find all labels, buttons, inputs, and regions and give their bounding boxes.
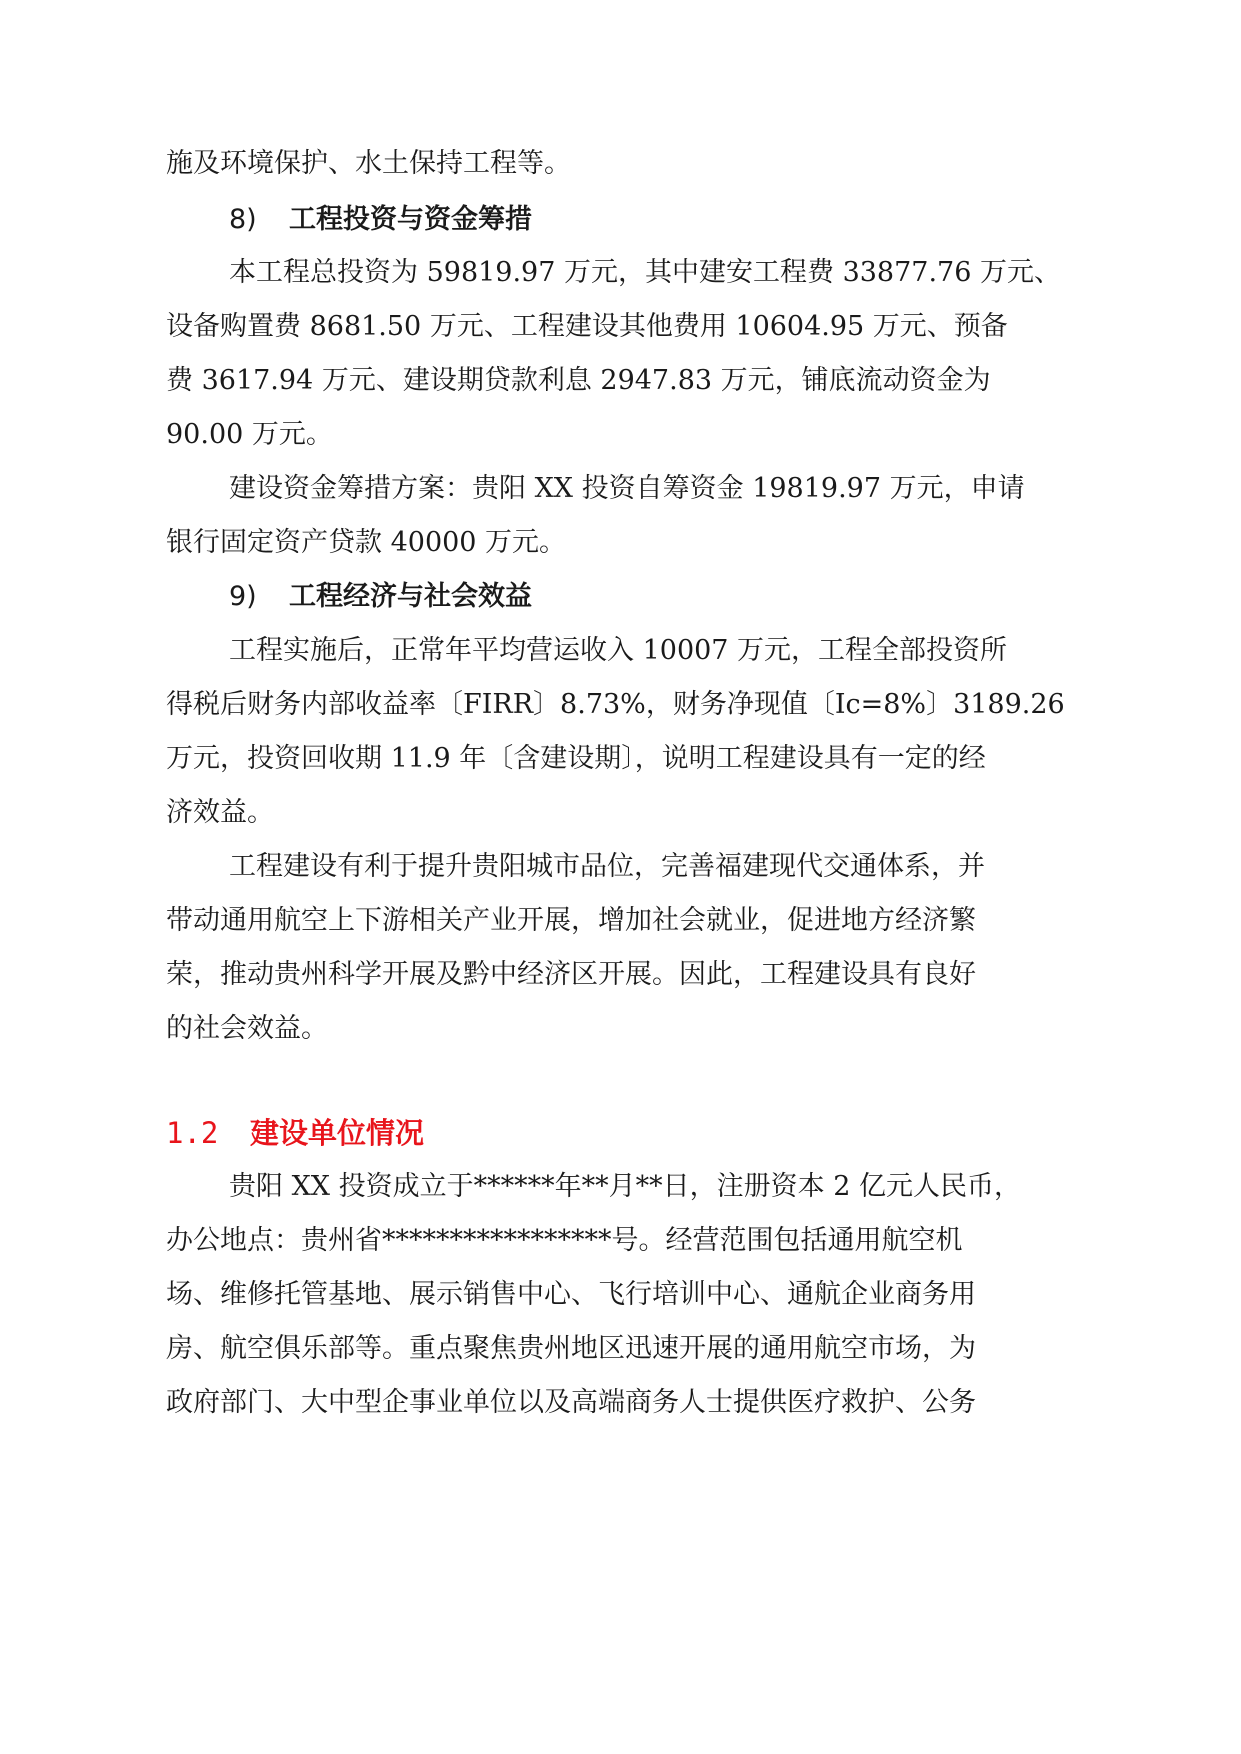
paragraph-line: 的社会效益。: [166, 1013, 328, 1044]
paragraph-line: 建设资金筹措方案：贵阳 XX 投资自筹资金 19819.97 万元，申请: [229, 473, 1025, 504]
paragraph-line: 政府部门、大中型企事业单位以及高端商务人士提供医疗救护、公务: [166, 1387, 976, 1418]
subheading-number: 9): [229, 581, 257, 612]
section-number: 1.2: [166, 1116, 219, 1150]
subheading-investment-financing: [229, 200, 532, 240]
section-heading-1-2: [166, 1111, 424, 1155]
paragraph-line: 施及环境保护、水土保持工程等。: [166, 148, 571, 179]
paragraph-line: 90.00 万元。: [166, 419, 333, 450]
paragraph-line: 设备购置费 8681.50 万元、工程建设其他费用 10604.95 万元、预备: [166, 311, 1008, 342]
paragraph-line: 办公地点：贵州省*****************号。经营范围包括通用航空机: [166, 1225, 963, 1256]
subheading-title: 工程经济与社会效益: [289, 581, 532, 612]
subheading-number: 8): [229, 204, 257, 235]
paragraph-line: 贵阳 XX 投资成立于******年**月**日，注册资本 2 亿元人民币，: [229, 1171, 1021, 1202]
subheading-economic-social-benefits: [229, 577, 532, 617]
paragraph-line: 工程建设有利于提升贵阳城市品位，完善福建现代交通体系，并: [229, 851, 985, 882]
subheading-title: 工程投资与资金筹措: [289, 204, 532, 235]
paragraph-line: 万元，投资回收期 11.9 年〔含建设期〕，说明工程建设具有一定的经: [166, 743, 986, 774]
paragraph-line: 带动通用航空上下游相关产业开展，增加社会就业，促进地方经济繁: [166, 905, 976, 936]
paragraph-line: 场、维修托管基地、展示销售中心、飞行培训中心、通航企业商务用: [166, 1279, 976, 1310]
section-title: 建设单位情况: [250, 1116, 425, 1150]
paragraph-line: 费 3617.94 万元、建设期贷款利息 2947.83 万元，铺底流动资金为: [166, 365, 991, 396]
paragraph-line: 得税后财务内部收益率〔FIRR〕8.73%，财务净现值〔Ic=8%〕3189.26: [166, 689, 1065, 720]
paragraph-line: 荣，推动贵州科学开展及黔中经济区开展。因此，工程建设具有良好: [166, 959, 976, 990]
paragraph-line: 济效益。: [166, 797, 274, 828]
paragraph-line: 本工程总投资为 59819.97 万元，其中建安工程费 33877.76 万元、: [229, 257, 1061, 288]
paragraph-line: 工程实施后，正常年平均营运收入 10007 万元，工程全部投资所: [229, 635, 1008, 666]
paragraph-line: 房、航空俱乐部等。重点聚焦贵州地区迅速开展的通用航空市场，为: [166, 1333, 976, 1364]
paragraph-line: 银行固定资产贷款 40000 万元。: [166, 527, 567, 558]
